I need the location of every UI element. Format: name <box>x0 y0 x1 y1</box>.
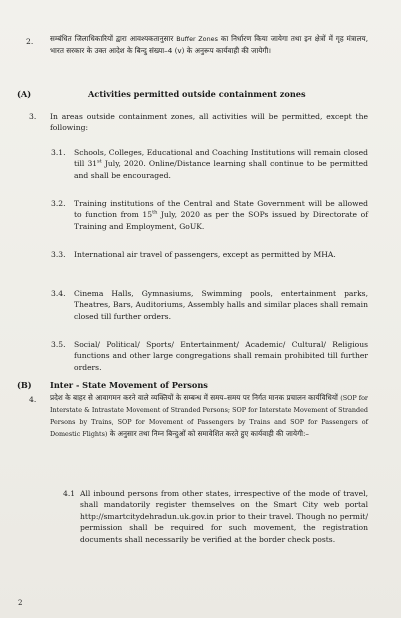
para2-hindi-1: सम्बंधित जिलाधिकारियों द्वारा आवश्यकतानुसार <box>50 34 174 43</box>
item-3-2-text <box>74 198 368 232</box>
para4-hindi-2: के अनुसार तथा निम्न बिन्दुओं को समावेशित करते हुए कार्यवाही की जायेगी:– <box>109 429 309 438</box>
para4-number: 4. <box>29 395 37 404</box>
para4-hindi-1: प्रदेश के बाहर से आवागमन करने वाले व्यक्तियों के सम्बन्ध में समय–समय पर निर्गत मानक प्रचालन कार्यविधियों <box>50 393 338 402</box>
item-3-4-number: 3.4. <box>51 289 66 298</box>
section-a-letter: (A) <box>17 89 32 99</box>
para3-number: 3. <box>29 112 37 121</box>
item-3-1-text <box>74 147 368 181</box>
item-3-3-text: International air travel of passengers, except as permitted by MHA. <box>74 250 336 259</box>
section-a-title: Activities permitted outside containment zones <box>88 89 306 99</box>
para4-text <box>50 392 368 440</box>
item-3-4-text: Cinema Halls, Gymnasiums, Swimming pools, entertainment parks, Theatres, Bars, Auditoriums, Assembly halls and similar places shall remain closed till further orders. <box>74 289 368 321</box>
item-3-5-number: 3.5. <box>51 340 66 349</box>
item-3-2-sup: th <box>152 209 158 216</box>
item-3-3-number: 3.3. <box>51 250 66 259</box>
item-3-1-text-b: July, 2020. Online/Distance learning shall continue to be permitted and shall be encouraged. <box>74 159 368 180</box>
para4-english: (SOP for Interstate & Intrastate Movement of Stranded Persons; SOP for Interstate Movement of Stranded Persons by Trains, SOP for Movement of Passengers by Trains and SOP for Passengers of Domestic Flights) <box>50 394 368 438</box>
section-b-letter: (B) <box>17 380 32 390</box>
item-3-1-number: 3.1. <box>51 148 66 157</box>
item-3-5-text: Social/ Political/ Sports/ Entertainment/ Academic/ Cultural/ Religious functions and other large congregations shall remain prohibited till further orders. <box>74 340 368 372</box>
item-4-1-number: 4.1 <box>63 489 76 498</box>
para2-text <box>50 33 368 57</box>
item-3-2-text-a: Training institutions of the Central and State Government will be allowed to function from 15 <box>74 199 368 220</box>
para2-hindi-2: का निर्धारण किया जायेगा तथा इन क्षेत्रों में गृह मंत्रालय, भारत सरकार के उक्त आदेश के बिन्दु संख्या–4 (v) के अनुरूप कार्यवाही की जायेगी। <box>50 34 368 55</box>
para2-buffer-zones: Buffer Zones <box>176 35 218 43</box>
item-3-2-text-b: July, 2020 as per the SOPs issued by Directorate of Training and Employment, GoUK. <box>74 210 368 231</box>
item-4-1-text: All inbound persons from other states, irrespective of the mode of travel, shall mandatorily register themselves on the Smart City web portal http://smartcitydehradun.uk.gov.in prior to their travel. Though no permit/ permission shall be required for such movement, the registration documents shall necessarily be verified at the border check posts. <box>80 489 368 544</box>
item-3-1-text-a: Schools, Colleges, Educational and Coaching Institutions will remain closed till 31 <box>74 148 368 169</box>
page-number: 2 <box>18 599 23 607</box>
para2-number: 2. <box>26 37 34 46</box>
item-3-2-number: 3.2. <box>51 199 66 208</box>
para3-text: In areas outside containment zones, all activities will be permitted, except the following: <box>50 112 368 133</box>
item-3-1-sup: st <box>97 158 102 165</box>
section-b-title: Inter - State Movement of Persons <box>50 380 208 390</box>
